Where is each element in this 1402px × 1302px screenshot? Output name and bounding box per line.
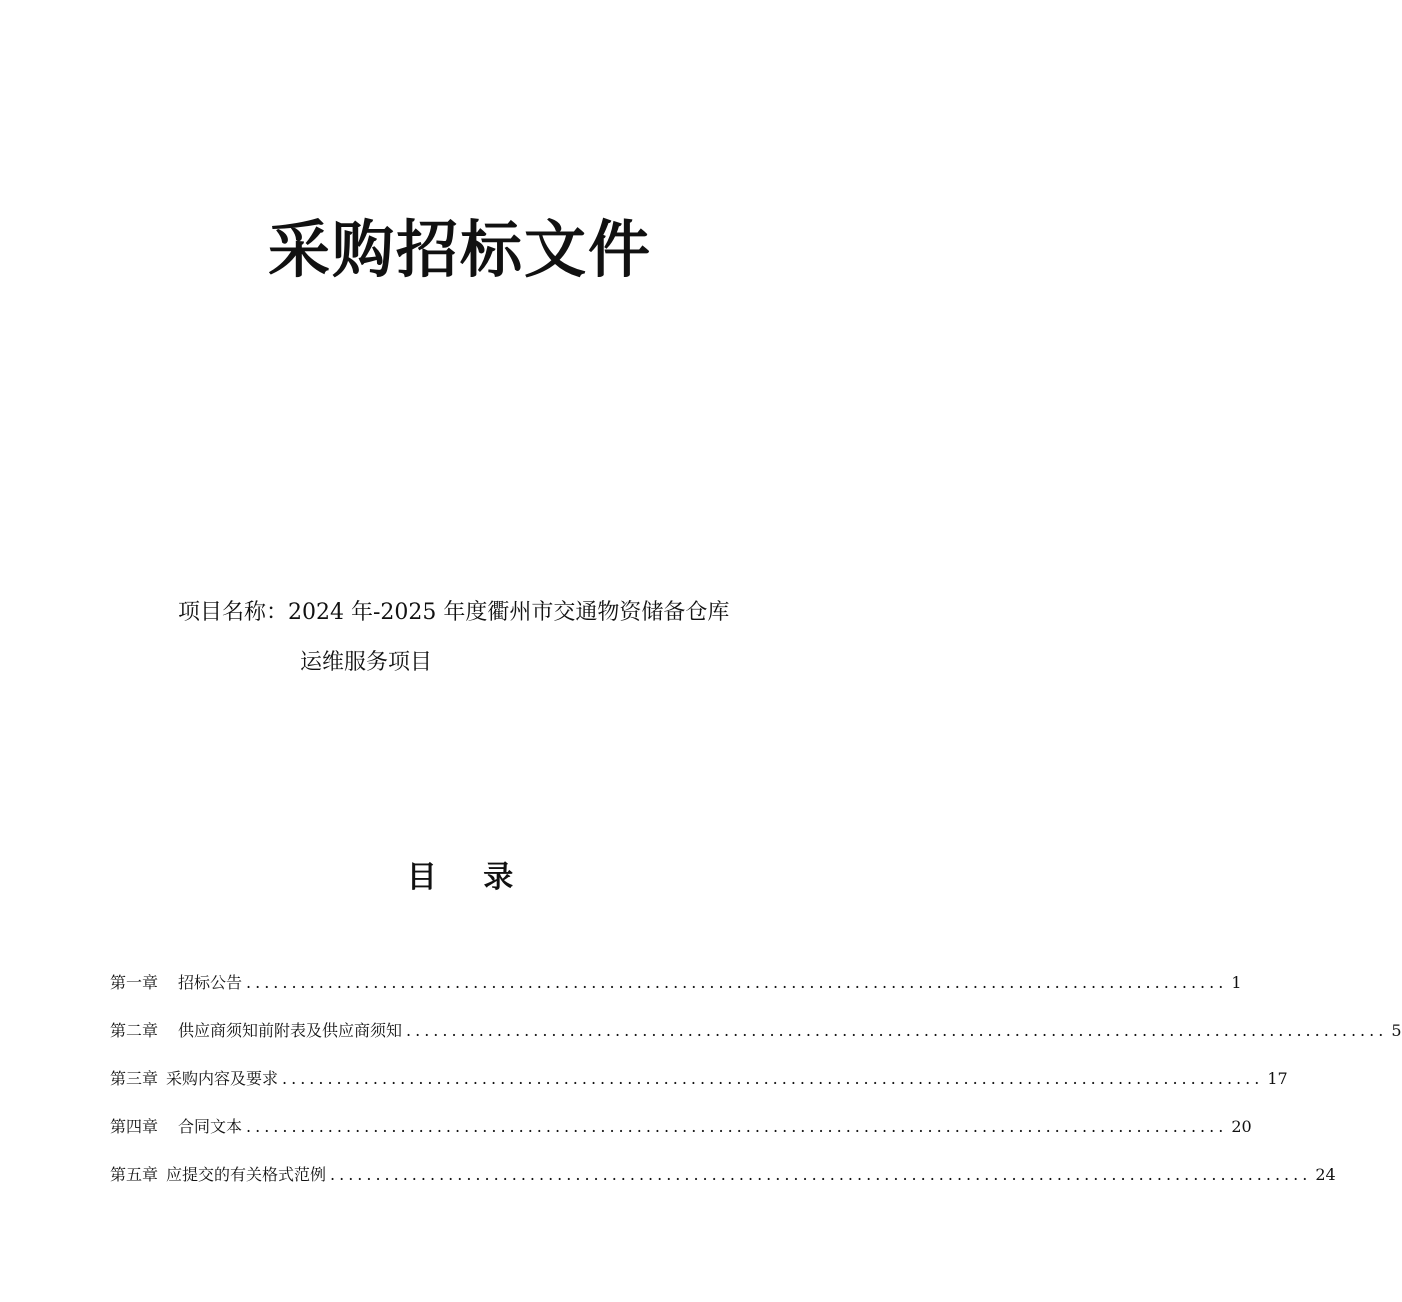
toc-page-number: 20 <box>1231 1117 1252 1136</box>
toc-heading: 目 录 <box>406 860 532 895</box>
toc-entry-5[interactable] <box>110 1160 1336 1208</box>
toc-page-number: 17 <box>1267 1069 1288 1088</box>
document-title: 采购招标文件 <box>267 213 652 286</box>
toc-entry-1[interactable] <box>110 968 1242 1016</box>
toc-dot-leader: ............................................................................................................ <box>330 1165 1312 1184</box>
toc-page-number: 24 <box>1315 1165 1336 1184</box>
toc-page-number: 5 <box>1391 1021 1402 1040</box>
project-name-part-2: 运维服务项目 <box>300 650 433 675</box>
toc-entry-title: 合同文本 <box>178 1117 243 1136</box>
toc-chapter-label: 第三章 <box>110 1069 159 1088</box>
toc-entry-title: 供应商须知前附表及供应商须知 <box>178 1021 403 1040</box>
project-label: 项目名称： <box>178 600 289 625</box>
toc-dot-leader: ............................................................................................................ <box>282 1069 1264 1088</box>
toc-chapter-label: 第四章 <box>110 1117 159 1136</box>
toc-dot-leader: ............................................................................................................ <box>406 1021 1388 1040</box>
toc-dot-leader: ............................................................................................................ <box>246 973 1228 992</box>
toc-chapter-label: 第一章 <box>110 973 159 992</box>
toc-entry-3[interactable] <box>110 1064 1288 1112</box>
project-name-block <box>178 598 798 675</box>
toc-page-number: 1 <box>1231 973 1242 992</box>
toc-entry-4[interactable] <box>110 1112 1252 1160</box>
project-name-part-1: 2024 年-2025 年度衢州市交通物资储备仓库 <box>288 600 730 625</box>
table-of-contents <box>110 968 1402 1208</box>
toc-chapter-label: 第五章 <box>110 1165 159 1184</box>
toc-entry-title: 应提交的有关格式范例 <box>166 1165 327 1184</box>
toc-dot-leader: ............................................................................................................ <box>246 1117 1228 1136</box>
project-name-line-1 <box>178 598 798 628</box>
toc-chapter-label: 第二章 <box>110 1021 159 1040</box>
toc-entry-2[interactable] <box>110 1016 1402 1064</box>
toc-entry-title: 招标公告 <box>178 973 243 992</box>
toc-entry-title: 采购内容及要求 <box>166 1069 279 1088</box>
